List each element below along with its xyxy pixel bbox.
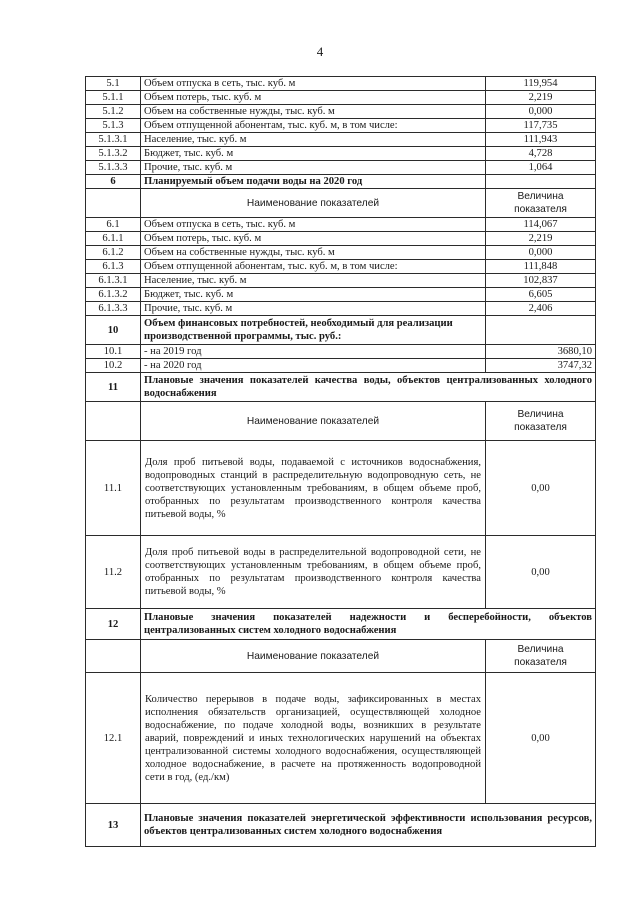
row-number: 12.1 bbox=[86, 673, 141, 804]
row-value: 117,735 bbox=[486, 119, 596, 133]
row-number: 6.1.3.1 bbox=[86, 274, 141, 288]
row-number: 11.2 bbox=[86, 536, 141, 609]
indicators-table bbox=[85, 76, 596, 847]
row-name: Объем отпущенной абонентам, тыс. куб. м, в том числе: bbox=[141, 119, 486, 133]
table-row bbox=[86, 302, 596, 316]
row-number: 6.1.3.2 bbox=[86, 288, 141, 302]
row-name: Бюджет, тыс. куб. м bbox=[141, 147, 486, 161]
table-row bbox=[86, 105, 596, 119]
table-row bbox=[86, 673, 596, 804]
row-name: Прочие, тыс. куб. м bbox=[141, 302, 486, 316]
row-value: 3747,32 bbox=[486, 359, 596, 373]
table-row bbox=[86, 218, 596, 232]
section-title: Плановые значения показателей надежности и бесперебойности, объектов централизованных систем холодного водоснабжения bbox=[141, 609, 596, 640]
row-name: Доля проб питьевой воды, подаваемой с источников водоснабжения, водопроводных станций в распределительную водопроводную сеть, не соответствующих установленным требованиям, в общем объеме проб, отобранных по результатам производственного контроля качества питьевой воды, % bbox=[141, 441, 486, 536]
row-number: 10.1 bbox=[86, 345, 141, 359]
row-number: 5.1.2 bbox=[86, 105, 141, 119]
empty-cell bbox=[86, 189, 141, 218]
section-number: 10 bbox=[86, 316, 141, 345]
row-value: 0,000 bbox=[486, 246, 596, 260]
row-value: 3680,10 bbox=[486, 345, 596, 359]
row-number: 10.2 bbox=[86, 359, 141, 373]
row-value: 0,00 bbox=[486, 536, 596, 609]
empty-cell bbox=[486, 316, 596, 345]
header-name-cell: Наименование показателей bbox=[141, 189, 486, 218]
row-value: 1,064 bbox=[486, 161, 596, 175]
row-name: Объем отпуска в сеть, тыс. куб. м bbox=[141, 218, 486, 232]
header-value-cell: Величина показателя bbox=[486, 402, 596, 441]
row-value: 4,728 bbox=[486, 147, 596, 161]
row-value: 102,837 bbox=[486, 274, 596, 288]
header-row bbox=[86, 640, 596, 673]
row-number: 6.1.1 bbox=[86, 232, 141, 246]
empty-cell bbox=[486, 175, 596, 189]
row-value: 0,000 bbox=[486, 105, 596, 119]
section-title: Планируемый объем подачи воды на 2020 год bbox=[141, 175, 486, 189]
row-number: 5.1 bbox=[86, 77, 141, 91]
table-row bbox=[86, 359, 596, 373]
row-name: Объем на собственные нужды, тыс. куб. м bbox=[141, 105, 486, 119]
row-name: Объем потерь, тыс. куб. м bbox=[141, 91, 486, 105]
row-number: 5.1.3.2 bbox=[86, 147, 141, 161]
row-name: - на 2019 год bbox=[141, 345, 486, 359]
row-value: 111,943 bbox=[486, 133, 596, 147]
header-row bbox=[86, 189, 596, 218]
row-number: 11.1 bbox=[86, 441, 141, 536]
header-value-cell: Величина показателя bbox=[486, 189, 596, 218]
row-value: 119,954 bbox=[486, 77, 596, 91]
table-row bbox=[86, 274, 596, 288]
section-number: 11 bbox=[86, 373, 141, 402]
row-number: 6.1.2 bbox=[86, 246, 141, 260]
row-name: Население, тыс. куб. м bbox=[141, 133, 486, 147]
header-value-cell: Величина показателя bbox=[486, 640, 596, 673]
section-title: Плановые значения показателей энергетической эффективности использования ресурсов, объектов централизованных систем холодного водоснабжения bbox=[141, 804, 596, 847]
row-number: 5.1.3.3 bbox=[86, 161, 141, 175]
section-number: 12 bbox=[86, 609, 141, 640]
row-name: Доля проб питьевой воды в распределительной водопроводной сети, не соответствующих установленным требованиям, в общем объеме проб, отобранных по результатам производственного контроля качества питьевой воды, % bbox=[141, 536, 486, 609]
row-name: Прочие, тыс. куб. м bbox=[141, 161, 486, 175]
page-number: 4 bbox=[316, 44, 324, 59]
header-name-cell: Наименование показателей bbox=[141, 402, 486, 441]
row-name: Объем на собственные нужды, тыс. куб. м bbox=[141, 246, 486, 260]
row-name: Объем потерь, тыс. куб. м bbox=[141, 232, 486, 246]
row-name: Количество перерывов в подаче воды, зафиксированных в местах исполнения обязательств организацией, осуществляющей холодное водоснабжение, по подаче холодной воды, возникших в результате аварий, повреждений и иных технологических нарушений на объектах централизованной системы холодного водоснабжения, осуществляющей холодное водоснабжение, в расчете на протяженность водопроводной сети в год, (ед./км) bbox=[141, 673, 486, 804]
row-number: 6.1.3 bbox=[86, 260, 141, 274]
row-value: 114,067 bbox=[486, 218, 596, 232]
table-row bbox=[86, 119, 596, 133]
table-row bbox=[86, 288, 596, 302]
row-number: 6.1.3.3 bbox=[86, 302, 141, 316]
table-row bbox=[86, 441, 596, 536]
row-number: 5.1.3 bbox=[86, 119, 141, 133]
table-row bbox=[86, 536, 596, 609]
section-row bbox=[86, 373, 596, 402]
section-title: Плановые значения показателей качества воды, объектов централизованных холодного водоснабжения bbox=[141, 373, 596, 402]
header-name-cell: Наименование показателей bbox=[141, 640, 486, 673]
row-value: 6,605 bbox=[486, 288, 596, 302]
section-row bbox=[86, 316, 596, 345]
empty-cell bbox=[86, 640, 141, 673]
row-value: 2,219 bbox=[486, 91, 596, 105]
table-row bbox=[86, 260, 596, 274]
empty-cell bbox=[86, 402, 141, 441]
row-value: 111,848 bbox=[486, 260, 596, 274]
table-row bbox=[86, 133, 596, 147]
table-row bbox=[86, 147, 596, 161]
table-row bbox=[86, 232, 596, 246]
row-name: Объем отпуска в сеть, тыс. куб. м bbox=[141, 77, 486, 91]
row-number: 5.1.1 bbox=[86, 91, 141, 105]
table-row bbox=[86, 345, 596, 359]
table-row bbox=[86, 161, 596, 175]
row-number: 6.1 bbox=[86, 218, 141, 232]
table-row bbox=[86, 246, 596, 260]
section-row bbox=[86, 609, 596, 640]
row-value: 2,219 bbox=[486, 232, 596, 246]
section-row bbox=[86, 175, 596, 189]
row-name: - на 2020 год bbox=[141, 359, 486, 373]
table-row bbox=[86, 91, 596, 105]
section-title: Объем финансовых потребностей, необходимый для реализации производственной программы, тыс. руб.: bbox=[141, 316, 486, 345]
section-number: 6 bbox=[86, 175, 141, 189]
row-value: 2,406 bbox=[486, 302, 596, 316]
section-number: 13 bbox=[86, 804, 141, 847]
row-name: Бюджет, тыс. куб. м bbox=[141, 288, 486, 302]
table-row bbox=[86, 77, 596, 91]
header-row bbox=[86, 402, 596, 441]
section-row bbox=[86, 804, 596, 847]
row-value: 0,00 bbox=[486, 441, 596, 536]
row-name: Население, тыс. куб. м bbox=[141, 274, 486, 288]
row-value: 0,00 bbox=[486, 673, 596, 804]
row-number: 5.1.3.1 bbox=[86, 133, 141, 147]
row-name: Объем отпущенной абонентам, тыс. куб. м, в том числе: bbox=[141, 260, 486, 274]
